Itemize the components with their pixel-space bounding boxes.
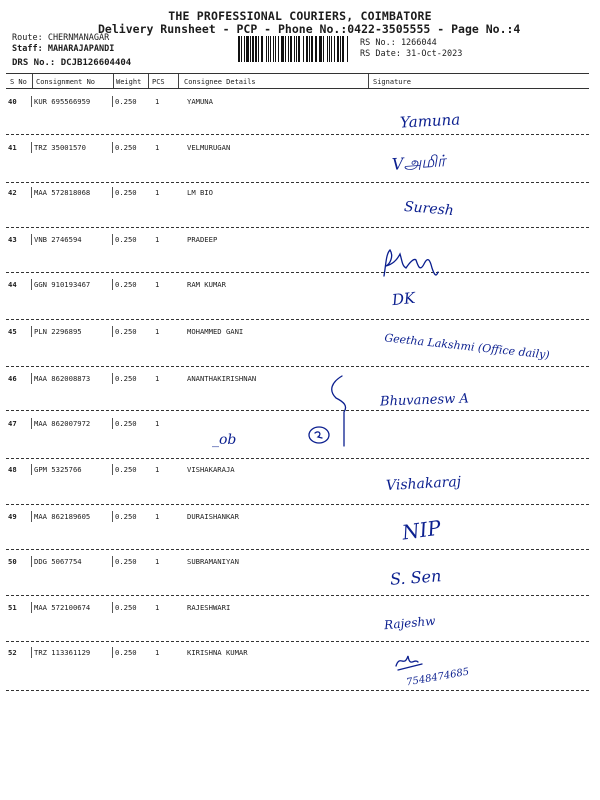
signature: Bhuvanesw A	[379, 391, 470, 410]
pcs-value: 1	[155, 97, 160, 106]
consignee-name: VELMURUGAN	[187, 143, 231, 152]
barcode-bar	[273, 36, 274, 62]
consignee-name: SUBRAMANIYAN	[187, 557, 239, 566]
barcode-bar	[316, 36, 317, 62]
barcode-bar	[261, 36, 264, 62]
barcode-bar	[327, 36, 328, 62]
weight-value: 0.250	[115, 97, 137, 106]
consignee-name: KIRISHNA KUMAR	[187, 648, 248, 657]
consignment-number: TRZ 35001570	[34, 143, 86, 152]
pcs-value: 1	[155, 143, 160, 152]
pcs-value: 1	[155, 327, 160, 336]
consignment-number: MAA 862189605	[34, 512, 91, 521]
serial-number: 44	[8, 280, 17, 289]
consignee-name: RAM KUMAR	[187, 280, 226, 289]
pcs-value: 1	[155, 465, 160, 474]
signature: 7548474685	[405, 666, 471, 689]
signature: DK	[391, 288, 417, 310]
header-bottom-rule	[6, 88, 589, 89]
row-rule	[6, 690, 589, 691]
company-name: THE PROFESSIONAL COURIERS, COIMBATORE	[168, 9, 432, 23]
column-header-consignment: Consignment No	[36, 78, 96, 86]
cell-divider	[31, 556, 32, 567]
cell-divider	[31, 373, 32, 384]
serial-number: 49	[8, 512, 17, 521]
barcode-bar	[342, 36, 345, 62]
consignment-number: VNB 2746594	[34, 235, 82, 244]
barcode-bar	[290, 36, 292, 62]
staff-label: Staff: MAHARAJAPANDI	[12, 44, 115, 54]
cell-divider	[31, 418, 32, 429]
consignee-name: YAMUNA	[187, 97, 213, 106]
column-divider	[148, 74, 149, 88]
column-header-weight: Weight	[116, 78, 142, 86]
weight-value: 0.250	[115, 143, 137, 152]
consignment-number: MAA 862007972	[34, 419, 91, 428]
consignment-number: DDG 5067754	[34, 557, 82, 566]
cell-divider	[112, 142, 113, 153]
pcs-value: 1	[155, 603, 160, 612]
barcode-bar	[270, 36, 272, 62]
route-label: Route: CHERNMANAGAR	[12, 33, 110, 43]
barcode-bar	[275, 36, 276, 62]
cell-divider	[112, 326, 113, 337]
column-divider	[32, 74, 33, 88]
barcode	[238, 36, 350, 62]
barcode-bar	[331, 36, 333, 62]
cell-divider	[112, 602, 113, 613]
barcode-bar	[323, 36, 325, 62]
barcode-bar	[246, 36, 249, 62]
barcode-bar	[294, 36, 295, 62]
consignee-name: DURAISHANKAR	[187, 512, 239, 521]
row-rule	[6, 366, 589, 367]
table-row	[0, 235, 600, 275]
consignee-name: RAJESHWARI	[187, 603, 231, 612]
barcode-bar	[244, 36, 245, 62]
weight-value: 0.250	[115, 327, 137, 336]
weight-value: 0.250	[115, 512, 137, 521]
barcode-bar	[347, 36, 348, 62]
consignment-number: MAA 572818068	[34, 188, 91, 197]
consignment-number: GGN 910193467	[34, 280, 91, 289]
pcs-value: 1	[155, 419, 160, 428]
pcs-value: 1	[155, 235, 160, 244]
runsheet-subtitle: Delivery Runsheet - PCP - Phone No.:0422-3505555 - Page No.:4	[98, 22, 521, 36]
barcode-bar	[288, 36, 289, 62]
serial-number: 50	[8, 557, 17, 566]
consignment-number: PLN 2296895	[34, 327, 82, 336]
barcode-bar	[337, 36, 339, 62]
barcode-bar	[285, 36, 286, 62]
barcode-bar	[266, 36, 267, 62]
barcode-bar	[238, 36, 240, 62]
consignee-name: PRADEEP	[187, 235, 218, 244]
table-row	[0, 280, 600, 320]
cell-divider	[31, 511, 32, 522]
row-rule	[6, 641, 589, 642]
weight-value: 0.250	[115, 235, 137, 244]
cell-divider	[31, 647, 32, 658]
serial-number: 48	[8, 465, 17, 474]
table-row	[0, 419, 600, 459]
cell-divider	[31, 464, 32, 475]
column-divider	[368, 74, 369, 88]
signature: Suresh	[403, 198, 455, 220]
weight-value: 0.250	[115, 603, 137, 612]
rs-number: RS No.: 1266044	[360, 38, 437, 48]
serial-number: 51	[8, 603, 17, 612]
barcode-bar	[252, 36, 254, 62]
barcode-bar	[334, 36, 335, 62]
barcode-bar	[309, 36, 310, 62]
cell-divider	[112, 556, 113, 567]
cell-divider	[112, 373, 113, 384]
barcode-bar	[311, 36, 313, 62]
barcode-bar	[268, 36, 269, 62]
row-rule	[6, 272, 589, 273]
signature: NIP	[400, 515, 443, 545]
barcode-bar	[281, 36, 284, 62]
signature-initials	[392, 648, 426, 678]
consignment-number: GPM 5325766	[34, 465, 82, 474]
row-rule	[6, 134, 589, 135]
cell-divider	[112, 418, 113, 429]
signature: S. Sen	[389, 566, 442, 589]
cell-divider	[31, 326, 32, 337]
consignment-number: MAA 862008873	[34, 374, 91, 383]
consignment-number: TRZ 113361129	[34, 648, 91, 657]
row-rule	[6, 504, 589, 505]
row-rule	[6, 227, 589, 228]
pcs-value: 1	[155, 648, 160, 657]
barcode-bar	[250, 36, 251, 62]
serial-number: 52	[8, 648, 17, 657]
consignment-number: KUR 695566959	[34, 97, 91, 106]
barcode-bar	[258, 36, 259, 62]
signature: Rajeshw	[383, 613, 436, 633]
serial-number: 47	[8, 419, 17, 428]
cell-divider	[31, 602, 32, 613]
barcode-bar	[306, 36, 309, 62]
signature: Vஅமிர்	[391, 151, 446, 174]
signature: _ob	[212, 432, 237, 448]
column-header-consignee: Consignee Details	[184, 78, 256, 86]
cell-divider	[112, 511, 113, 522]
cell-divider	[31, 142, 32, 153]
row-rule	[6, 410, 589, 411]
drs-number: DRS No.: DCJB126604404	[12, 58, 132, 68]
cell-divider	[112, 187, 113, 198]
signature: Yamuna	[399, 110, 461, 132]
pcs-value: 1	[155, 188, 160, 197]
consignee-name: VISHAKARAJA	[187, 465, 235, 474]
cell-divider	[112, 279, 113, 290]
barcode-bar	[315, 36, 316, 62]
serial-number: 45	[8, 327, 17, 336]
cell-divider	[31, 96, 32, 107]
serial-number: 40	[8, 97, 17, 106]
signature: Geetha Lakshmi (Office daily)	[383, 331, 551, 362]
barcode-bar	[329, 36, 330, 62]
serial-number: 46	[8, 374, 17, 383]
cell-divider	[31, 234, 32, 245]
column-header-signature: Signature	[373, 78, 411, 86]
pcs-value: 1	[155, 557, 160, 566]
row-rule	[6, 549, 589, 550]
table-row	[0, 374, 600, 414]
barcode-bar	[298, 36, 300, 62]
column-header-sno: S No	[10, 78, 27, 86]
barcode-bar	[340, 36, 341, 62]
serial-number: 43	[8, 235, 17, 244]
barcode-bar	[255, 36, 257, 62]
row-rule	[6, 595, 589, 596]
table-row	[0, 512, 600, 552]
weight-value: 0.250	[115, 648, 137, 657]
signature: Vishakaraj	[385, 474, 462, 494]
column-header-pcs: PCS	[152, 78, 165, 86]
table-row	[0, 648, 600, 688]
serial-number: 42	[8, 188, 17, 197]
pcs-value: 1	[155, 280, 160, 289]
consignee-name: ANANTHAKIRISHNAN	[187, 374, 257, 383]
cell-divider	[112, 96, 113, 107]
cell-divider	[112, 464, 113, 475]
cell-divider	[112, 234, 113, 245]
row-rule	[6, 458, 589, 459]
barcode-bar	[319, 36, 322, 62]
table-row	[0, 603, 600, 643]
table-row	[0, 465, 600, 505]
row-rule	[6, 319, 589, 320]
table-row	[0, 557, 600, 597]
cell-divider	[112, 647, 113, 658]
weight-value: 0.250	[115, 374, 137, 383]
barcode-bar	[296, 36, 298, 62]
rs-date: RS Date: 31-Oct-2023	[360, 49, 463, 59]
weight-value: 0.250	[115, 419, 137, 428]
consignment-number: MAA 572100674	[34, 603, 91, 612]
row-rule	[6, 182, 589, 183]
table-row	[0, 188, 600, 228]
weight-value: 0.250	[115, 465, 137, 474]
consignee-name: LM BIO	[187, 188, 213, 197]
weight-value: 0.250	[115, 557, 137, 566]
column-divider	[113, 74, 114, 88]
pen-mark-circle	[306, 424, 332, 450]
table-row	[0, 143, 600, 183]
table-top-rule	[6, 73, 589, 74]
column-divider	[178, 74, 179, 88]
pcs-value: 1	[155, 512, 160, 521]
consignee-name: MOHAMMED GANI	[187, 327, 244, 336]
cell-divider	[31, 279, 32, 290]
table-row	[0, 97, 600, 137]
weight-value: 0.250	[115, 188, 137, 197]
serial-number: 41	[8, 143, 17, 152]
weight-value: 0.250	[115, 280, 137, 289]
barcode-bar	[303, 36, 304, 62]
cell-divider	[31, 187, 32, 198]
signature-scribble	[376, 246, 446, 284]
barcode-bar	[241, 36, 242, 62]
pcs-value: 1	[155, 374, 160, 383]
barcode-bar	[278, 36, 280, 62]
